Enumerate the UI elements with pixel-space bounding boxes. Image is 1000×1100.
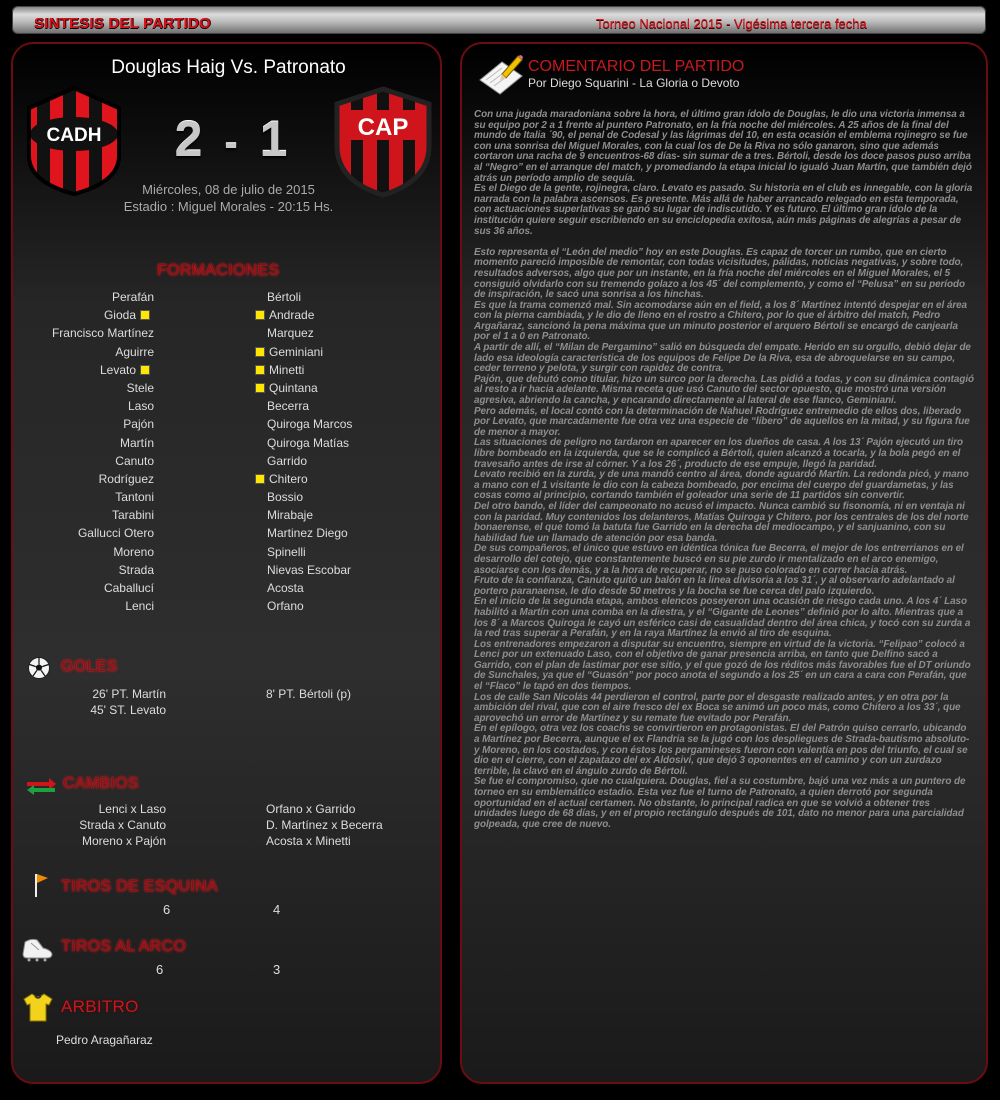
home-player-row <box>52 379 154 397</box>
away-sub-1: Orfano x Garrido <box>266 802 356 816</box>
home-player-row <box>52 343 154 361</box>
home-goals <box>90 686 166 718</box>
home-player-name: Strada <box>118 562 154 577</box>
scoreboard <box>163 110 303 168</box>
shots-on-goal-title: TIROS AL ARCO <box>61 938 187 955</box>
away-player-row <box>255 306 352 324</box>
match-venue: Estadio : Miguel Morales - 20:15 Hs. <box>123 199 334 214</box>
commentary-paragraph: Fruto de la confianza, Canuto quitó un balón en la línea divisoria a los 31´, y al observarlo adelantado al portero paranaense, le dio desde 50 metros y la bocha se fue cerca del palo izquierdo. <box>474 575 955 597</box>
away-player-row <box>255 579 352 597</box>
referee-title: ARBITRO <box>61 997 139 1016</box>
football-boot-icon <box>21 934 55 967</box>
away-player-name: Nievas Escobar <box>267 562 352 577</box>
away-player-name: Bértoli <box>267 290 302 304</box>
commentary-paragraph: Es el Diego de la gente, rojinegra, claro. Levato es pasado. Su historia en el club es innegable, con la gloria narrada con la palabra ascensos. Es presente. Más allá de haber arrancado relegado en esta temporada, con actuaciones superlativas se ganó su lugar de indiscutido. Y es futuro. El último gran ídolo de la institución quiere seguir escribiendo en su enciclopedia exitosa, aún más páginas de alegrías a pesar de sus 36 años. <box>474 183 973 237</box>
home-player-row <box>52 324 154 342</box>
commentary-author: Por Diego Squarini - La Gloria o Devoto <box>528 76 740 90</box>
away-player-name: Quintana <box>269 380 318 395</box>
away-player-name: Spinelli <box>267 544 306 559</box>
away-lineup <box>255 288 352 615</box>
away-player-name: Geminiani <box>269 344 324 359</box>
home-player-name: Levato <box>99 362 136 377</box>
yellow-card-icon <box>140 310 150 320</box>
header-bar <box>12 6 986 34</box>
away-sub-3: Acosta x Minetti <box>266 834 351 848</box>
home-player-name: Rodríguez <box>98 471 154 486</box>
commentary-paragraph: En el epílogo, otra vez los coachs se convirtieron en protagonistas. El del Patrón quiso cerrarlo, ubicando a Martínez por Becerra, aunque el ex Flandria se la jugó con los despliegues de Strada-bautismo absoluto- y Moreno, en los costados, y con éstos los pergamineses fueron con valentía en pos del triunfo, el cual se dio en el cierre, con el zapatazo del ex Aldosivi, que dejó 3 oponentes en el camino y con un zurdazo terrible, la clavó en el ángulo zurdo de Bértoli. <box>474 723 970 777</box>
home-player-name: Lenci <box>125 599 154 614</box>
away-goal-1: 8' PT. Bértoli (p) <box>266 687 351 701</box>
match-date: Miércoles, 08 de julio de 2015 <box>142 182 315 197</box>
home-player-row <box>52 579 154 597</box>
away-player-name: Quiroga Matías <box>267 435 350 450</box>
away-player-row <box>255 415 352 433</box>
commentary-paragraph: Esto representa el “León del medio” hoy en este Douglas. Es capaz de torcer un rumbo, que en cierto momento pareció imposible de remontar, con todas vicisitudes, pálidas, noticias negativas, y sobre todo, resultados adversos, algo que por un instante, en la fría noche del miércoles en el Miguel Morales, el 5 consiguió olvidarlo con su tremendo golazo a los 45´ del complemento, y como el “Pelusa” en su período de inspiración, le sacó una sonrisa a los hinchas. <box>474 246 965 301</box>
home-player-name: Francisco Martínez <box>51 326 154 341</box>
home-player-row <box>52 288 154 306</box>
home-player-row <box>52 561 154 579</box>
away-player-name: Mirabaje <box>267 508 314 523</box>
home-player-name: Moreno <box>113 544 154 559</box>
commentary-paragraph: Es que la trama comenzó mal. Sin acomodarse aún en el field, a los 8´ Martínez intentó despejar en el área con la pierna cambiada, y le dio de lleno en el rostro a Chitero, por lo que el árbitro del match, Pedro Argañaraz, sancionó la pena máxima que un minuto posterior el arquero Bértoli se encargó de canjearla por el 1 a 0 en Patronato. <box>474 299 967 343</box>
home-player-name: Pajón <box>123 417 154 432</box>
home-player-row <box>52 434 154 452</box>
referee-name: Pedro Aragañaraz <box>56 1033 153 1047</box>
page-title: SINTESIS DEL PARTIDO <box>34 15 211 32</box>
commentary-paragraph: De sus compañeros, el único que estuvo en idéntica tónica fue Becerra, el mejor de los entrerrianos en el desarrollo del cotejo, que constantemente buscó en su pie zurdo ir mentalizado en el arco enemigo, asociarse con los demás, y a la hora de recuperar, no se puso colorado en correr hacia atrás. <box>474 543 964 576</box>
corners-title: TIROS DE ESQUINA <box>61 878 218 895</box>
home-corners: 6 <box>163 902 171 917</box>
away-player-name: Garrido <box>267 453 308 468</box>
home-player-row <box>52 524 154 542</box>
home-player-row <box>52 543 154 561</box>
tournament-label: Torneo Nacional 2015 - Vigésima tercera fecha <box>596 16 867 31</box>
home-player-name: Gallucci Otero <box>77 526 154 541</box>
home-player-name: Tantoni <box>115 490 154 505</box>
home-sub-2: Strada x Canuto <box>79 818 166 832</box>
commentary-paragraph: Levato recibió en la zurda, y de una mandó centro al área, donde aguardó Martín. La redonda picó, y mano a mano con el 1 visitante le dio con la cabeza bombeado, por encima del cuerpo del guardametas, y las cosas como al principio, cortando también el goleador una serie de 11 partidos sin convertir. <box>474 469 969 502</box>
away-player-row <box>255 288 352 306</box>
commentary-paragraph: Las situaciones de peligro no tardaron en aparecer en los dueños de casa. A los 13´ Pajón ejecutó un tiro libre bombeado en la izquierda, que se le complicó a Bértoli, quien alcanzó a tocarla, y la bola pegó en el travesaño antes de irse al córner. Y a los 26´, producto de ese empuje, llegó la paridad. <box>474 437 963 470</box>
commentary-paragraph: Los de calle San Nicolás 44 perdieron el control, parte por el desgaste realizado antes, y en otra por la ambición del rival, que con el aire fresco del ex Boca se animó un poco más, como Chitero a los 33´, que aprovechó un error de Martínez y su remate fue evitado por Perafán. <box>474 691 961 724</box>
home-player-row <box>52 597 154 615</box>
home-sub-1: Lenci x Laso <box>98 802 166 816</box>
commentary-panel <box>460 42 988 1084</box>
commentary-paragraph: Pajón, que debutó como titular, hizo un surco por la derecha. Las pidió a todas, y con su dinámica contagió al resto a ir hacia adelante. Misma receta que usó Canuto del sector opuesto, que mostró una versión agresiva, abriendo la cancha, y encarando directamente al lateral de ese flanco, Geminiani. <box>474 373 974 407</box>
away-player-name: Becerra <box>267 399 310 414</box>
home-player-name: Laso <box>127 399 154 414</box>
away-player-name: Minetti <box>269 362 305 377</box>
home-player-row <box>52 306 154 324</box>
soccer-ball-icon <box>27 656 51 685</box>
substitutions-title: CAMBIOS <box>63 775 139 792</box>
away-player-name: Andrade <box>269 308 315 323</box>
away-player-row <box>255 488 352 506</box>
home-player-name: Canuto <box>115 453 154 468</box>
home-player-row <box>52 361 154 379</box>
home-player-row <box>52 415 154 433</box>
substitution-arrows-icon <box>25 776 57 801</box>
away-player-row <box>255 452 352 470</box>
away-corners: 4 <box>273 902 281 917</box>
home-goal-1: 26' PT. Martín <box>92 687 166 701</box>
commentary-paragraph: Con una jugada maradoniana sobre la hora, el último gran ídolo de Douglas, le dio una victoria inmensa a su equipo por 2 a 1 frente al puntero Patronato, en la fría noche del miércoles. A 25 años de la final del mundo de Italia ´90, el penal de Codesal y las lágrimas del 10, en esta ocasión el emblema rojinegro se fue con una sonrisa del Miguel Morales, con la cual los de De la Riva no sólo ganaron, sino que además cortaron una racha de 9 encuentros-68 días- sin sumar de a tres. Bértoli, desde los doce pasos puso arriba al “Negro” en el arranque del match, y promediando la etapa inicial lo igualó Juan Martín, que también dejó atrás un período amplio de sequía. <box>474 109 972 184</box>
home-player-name: Tarabini <box>111 508 154 523</box>
yellow-card-icon <box>140 365 150 375</box>
home-player-name: Caballucí <box>103 581 154 595</box>
home-player-row <box>52 506 154 524</box>
home-shield-text: CADH <box>46 125 102 146</box>
away-shield-text: CAP <box>357 114 409 141</box>
yellow-card-icon <box>255 365 265 375</box>
home-player-name: Perafán <box>111 290 154 304</box>
away-substitutions <box>266 801 383 849</box>
home-substitutions <box>79 801 166 849</box>
home-shots: 6 <box>156 962 164 977</box>
notepad-pencil-icon <box>478 54 524 101</box>
lineups-title: FORMACIONES <box>157 262 280 279</box>
away-player-row <box>255 434 352 452</box>
away-player-name: Chitero <box>269 471 308 486</box>
home-goal-2: 45' ST. Levato <box>90 703 166 717</box>
match-summary-panel <box>11 42 442 1084</box>
commentary-body <box>474 110 974 830</box>
yellow-card-icon <box>255 383 265 393</box>
home-player-row <box>52 488 154 506</box>
commentary-title: COMENTARIO DEL PARTIDO <box>528 58 745 75</box>
away-player-name: Orfano <box>267 599 304 614</box>
away-goals <box>266 686 351 702</box>
goals-title: GOLES <box>61 658 118 675</box>
home-player-row <box>52 397 154 415</box>
corner-flag-icon <box>33 872 51 903</box>
away-player-row <box>255 361 352 379</box>
away-player-row <box>255 397 352 415</box>
home-player-row <box>52 452 154 470</box>
home-sub-3: Moreno x Pajón <box>81 834 166 848</box>
home-lineup <box>52 288 154 615</box>
away-player-row <box>255 324 352 342</box>
away-player-name: Acosta <box>267 581 304 595</box>
commentary-paragraph: A partir de allí, el “Milan de Pergamino” salió en búsqueda del empate. Herido en su orgullo, debió dejar de lado esa ideología característica de los equipos de Felipe De la Riva, esa de abroquelarse en su campo, ceder terreno y pelota, y surgir con rapidez de contra. <box>474 342 971 375</box>
referee-shirt-icon <box>23 992 53 1027</box>
score-separator: - <box>224 121 242 165</box>
home-player-name: Gioda <box>103 308 136 323</box>
away-player-row <box>255 343 352 361</box>
match-title: Douglas Haig Vs. Patronato <box>111 57 346 78</box>
away-player-name: Quiroga Marcos <box>267 417 353 432</box>
home-player-name: Martín <box>119 435 154 450</box>
home-score: 2 <box>174 111 207 167</box>
away-shots: 3 <box>273 962 281 977</box>
home-player-row <box>52 470 154 488</box>
home-player-name: Aguirre <box>115 344 154 359</box>
away-player-row <box>255 543 352 561</box>
away-sub-2: D. Martínez x Becerra <box>266 818 383 832</box>
yellow-card-icon <box>255 474 265 484</box>
home-player-name: Stele <box>126 380 154 395</box>
yellow-card-icon <box>255 310 265 320</box>
commentary-paragraph: Pero además, el local contó con la determinación de Nahuel Rodríguez entremedio de ellos dos, liberado por Levato, que marcadamente fue otra vez una especie de “líbero” de aquellos en la mitad, y su figura fue de menor a mayor. <box>474 405 970 438</box>
away-player-row <box>255 379 352 397</box>
away-player-row <box>255 597 352 615</box>
away-player-name: Marquez <box>267 326 314 341</box>
commentary-paragraph: En el inicio de la segunda etapa, ambos elencos poseyeron una ocasión de riesgo cada uno. A los 4´ Laso habilitó a Martín con una comba en la diestra, y el “Gigante de Leones” definió por lo alto. Mientras que a los 8´ a Marcos Quiroga le cayó un esférico casi de casualidad dentro del área chica, y tocó con su zurda a la red tras superar a Perafán, y en la raya Martínez la envió al tiro de esquina. <box>474 596 971 640</box>
away-player-row <box>255 524 352 542</box>
commentary-paragraph: Los entrenadores empezaron a disputar su encuentro, siempre en virtud de la victoria. “Felipao” colocó a Lenci por un extenuado Laso, con el objetivo de ganar presencia arriba, en tanto que Delfino sacó a Garrido, con el plan de lastimar por ese sitio, y el que gozó de los réditos más favorables fue el DT oriundo de Sunchales, ya que el “Guasón” por poco anota el segundo a los 25´ en un cara a cara con Perafán, que el “Flaco” le tapó en dos tiempos. <box>474 638 971 693</box>
away-player-name: Martinez Diego <box>267 526 348 541</box>
commentary-paragraph: Del otro bando, el líder del campeonato no acusó el impacto. Nunca cambió su fisonomía, ni en ventaja ni con la paridad. Muy contenidos los delanteros, Matías Quiroga y Chitero, por los centrales de los del norte bonaerense, el que tomó la batuta fue Garrido en la derecha del mediocampo, y el sanjuanino, con su habilidad fue un llamado de atención por esa banda. <box>474 500 969 544</box>
away-player-row <box>255 506 352 524</box>
away-player-name: Bossio <box>267 490 304 505</box>
away-player-row <box>255 470 352 488</box>
commentary-paragraph: Se fue el compromiso, que no cualquiera. Douglas, fiel a su costumbre, bajó una vez más a un puntero de torneo en su emblemático estadio. Esta vez fue el turno de Patronato, a quien derrotó por segunda oportunidad en el actual certamen. No obstante, lo principal radica en que se volvió a obtener tres unidades luego de 68 días, y en el propio rectángulo después de 101, dato no menor para una parcialidad golpeada, que cree de nuevo. <box>474 776 966 830</box>
away-player-row <box>255 561 352 579</box>
away-score: 1 <box>259 111 292 167</box>
yellow-card-icon <box>255 347 265 357</box>
